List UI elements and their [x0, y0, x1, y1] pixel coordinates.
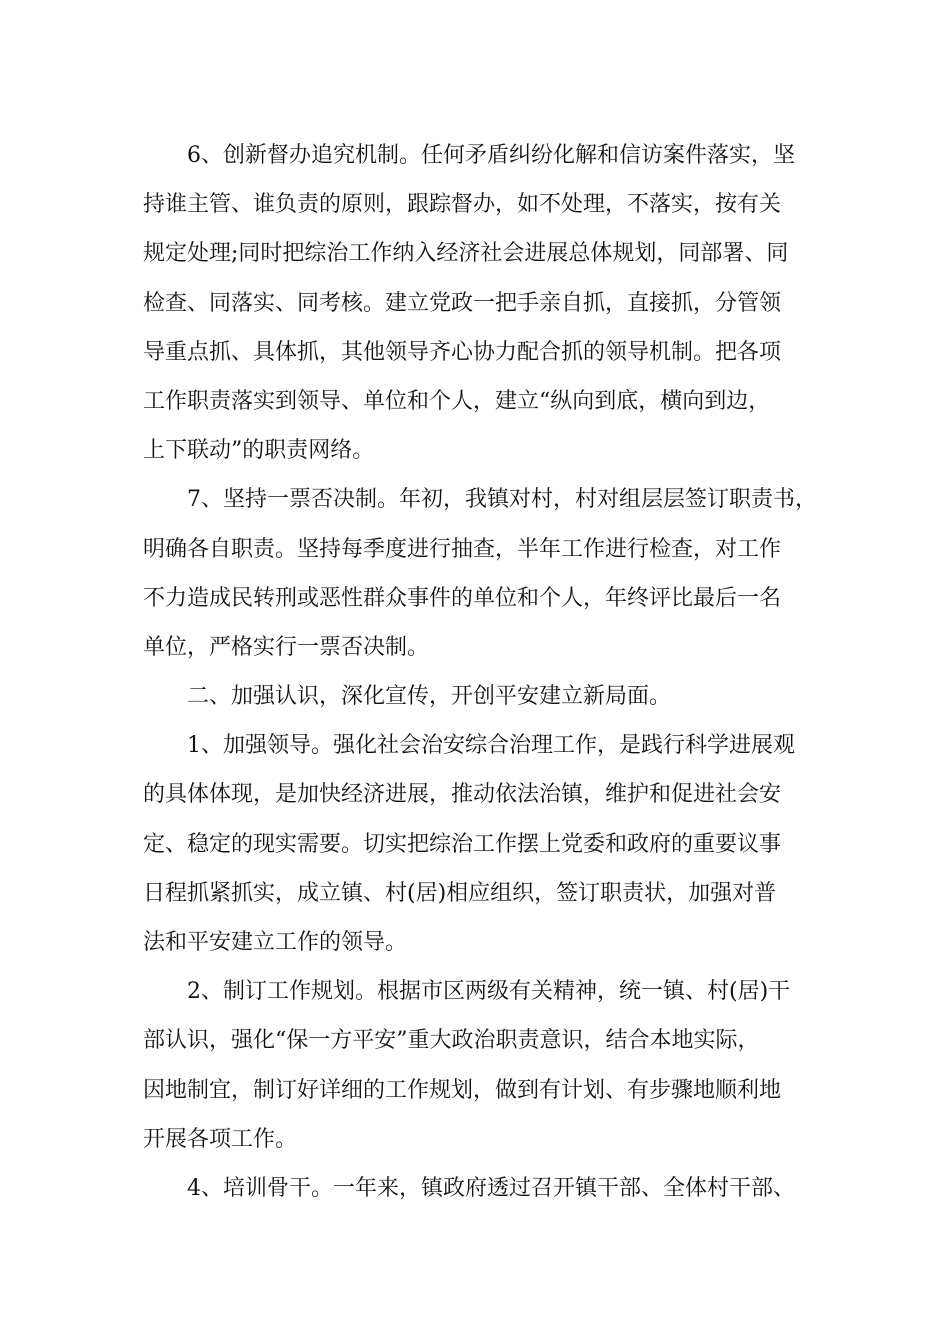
paragraph-line: 检查、同落实、同考核。建立党政一把手亲自抓，直接抓，分管领: [143, 290, 782, 316]
paragraph-line: 上下联动”的职责网络。: [143, 438, 375, 464]
paragraph-line: 单位，严格实行一票否决制。: [143, 634, 430, 660]
paragraph-line: 明确各自职责。坚持每季度进行抽查，半年工作进行检查，对工作: [143, 536, 782, 562]
paragraph-line: 不力造成民转刑或恶性群众事件的单位和个人，年终评比最后一名: [143, 585, 782, 611]
paragraph-line: 工作职责落实到领导、单位和个人，建立“纵向到底，横向到边，: [143, 388, 771, 414]
document-body: [143, 131, 833, 1213]
paragraph-line: 1、加强领导。强化社会治安综合治理工作，是践行科学进展观: [187, 733, 795, 759]
section-heading: 二、加强认识，深化宣传，开创平安建立新局面。: [187, 684, 672, 710]
paragraph-line: 法和平安建立工作的领导。: [143, 930, 408, 955]
paragraph-line: 2、制订工作规划。根据市区两级有关精神，统一镇、村(居)干: [187, 979, 791, 1005]
paragraph-line: 部认识，强化“保一方平安”重大政治职责意识，结合本地实际，: [143, 1028, 760, 1054]
paragraph-line: 定、稳定的现实需要。切实把综治工作摆上党委和政府的重要议事: [143, 831, 782, 857]
paragraph-line: 开展各项工作。: [143, 1126, 298, 1152]
paragraph-line: 4、培训骨干。一年来，镇政府透过召开镇干部、全体村干部、: [187, 1175, 795, 1201]
paragraph-line: 导重点抓、具体抓，其他领导齐心协力配合抓的领导机制。把各项: [143, 339, 782, 365]
paragraph-line: 规定处理;同时把综治工作纳入经济社会进展总体规划，同部署、同: [143, 241, 789, 267]
paragraph-line: 持谁主管、谁负责的原则，跟踪督办，如不处理，不落实，按有关: [143, 192, 782, 218]
paragraph-line: 7、坚持一票否决制。年初，我镇对村，村对组层层签订职责书，: [187, 487, 817, 513]
paragraph-line: 因地制宜，制订好详细的工作规划，做到有计划、有步骤地顺利地: [143, 1077, 782, 1103]
paragraph-line: 日程抓紧抓实，成立镇、村(居)相应组织，签订职责状，加强对普: [143, 880, 777, 906]
paragraph-line: 的具体体现，是加快经济进展，推动依法治镇，维护和促进社会安: [143, 782, 782, 808]
paragraph-line: 6、创新督办追究机制。任何矛盾纠纷化解和信访案件落实，坚: [187, 143, 795, 168]
